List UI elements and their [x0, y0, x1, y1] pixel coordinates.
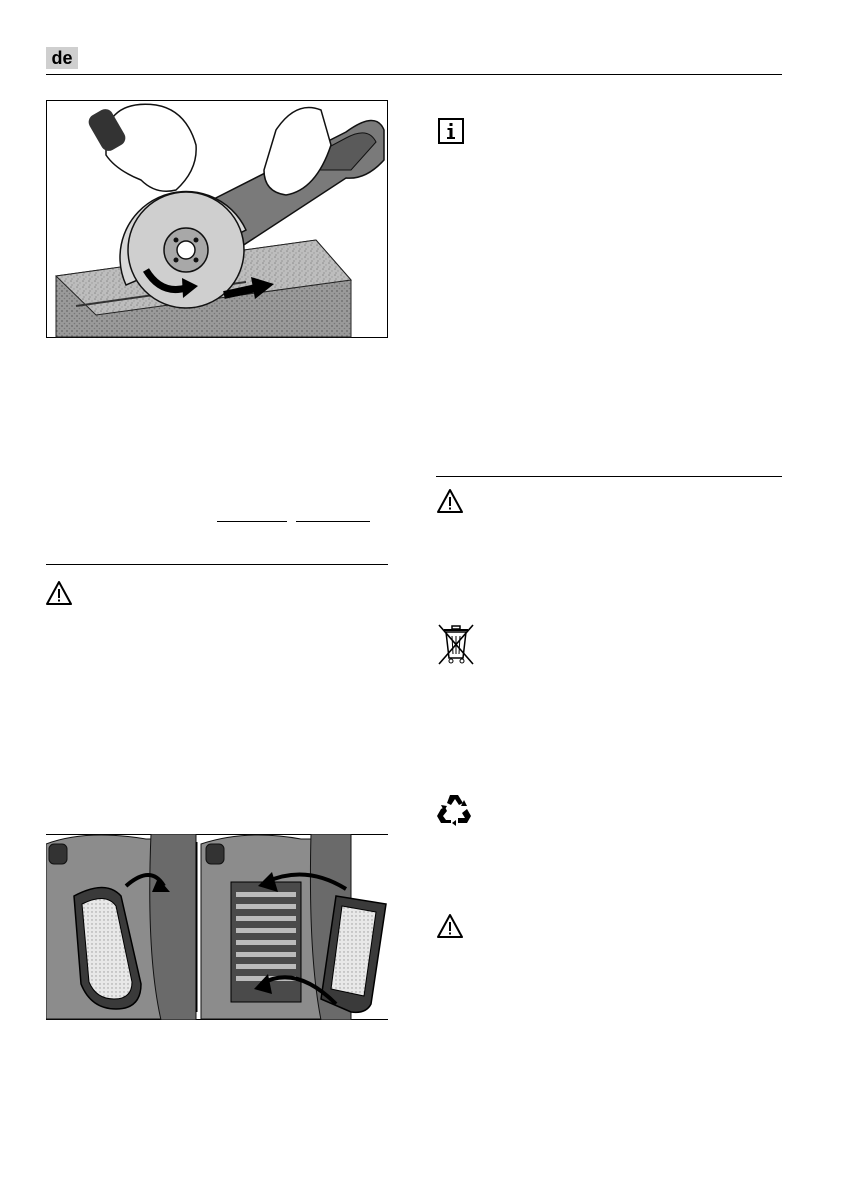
warning-triangle-icon [437, 488, 463, 514]
warning-triangle-icon [437, 913, 463, 939]
info-icon [438, 118, 464, 144]
form-blank-1 [217, 521, 287, 522]
filter-figure [46, 834, 388, 1020]
dust-filter-closed-figure [46, 834, 196, 1020]
recycling-icon [436, 792, 472, 826]
cutting-figure [46, 100, 388, 338]
filter-illustration [46, 834, 388, 1020]
warning-triangle-icon [46, 580, 72, 606]
language-badge: de [46, 47, 78, 69]
section-rule-right [436, 476, 782, 477]
crossed-out-bin-icon [436, 622, 476, 666]
section-rule-left [46, 564, 388, 565]
cutting-illustration [46, 100, 388, 338]
header-rule [46, 74, 782, 75]
form-blank-2 [296, 521, 370, 522]
